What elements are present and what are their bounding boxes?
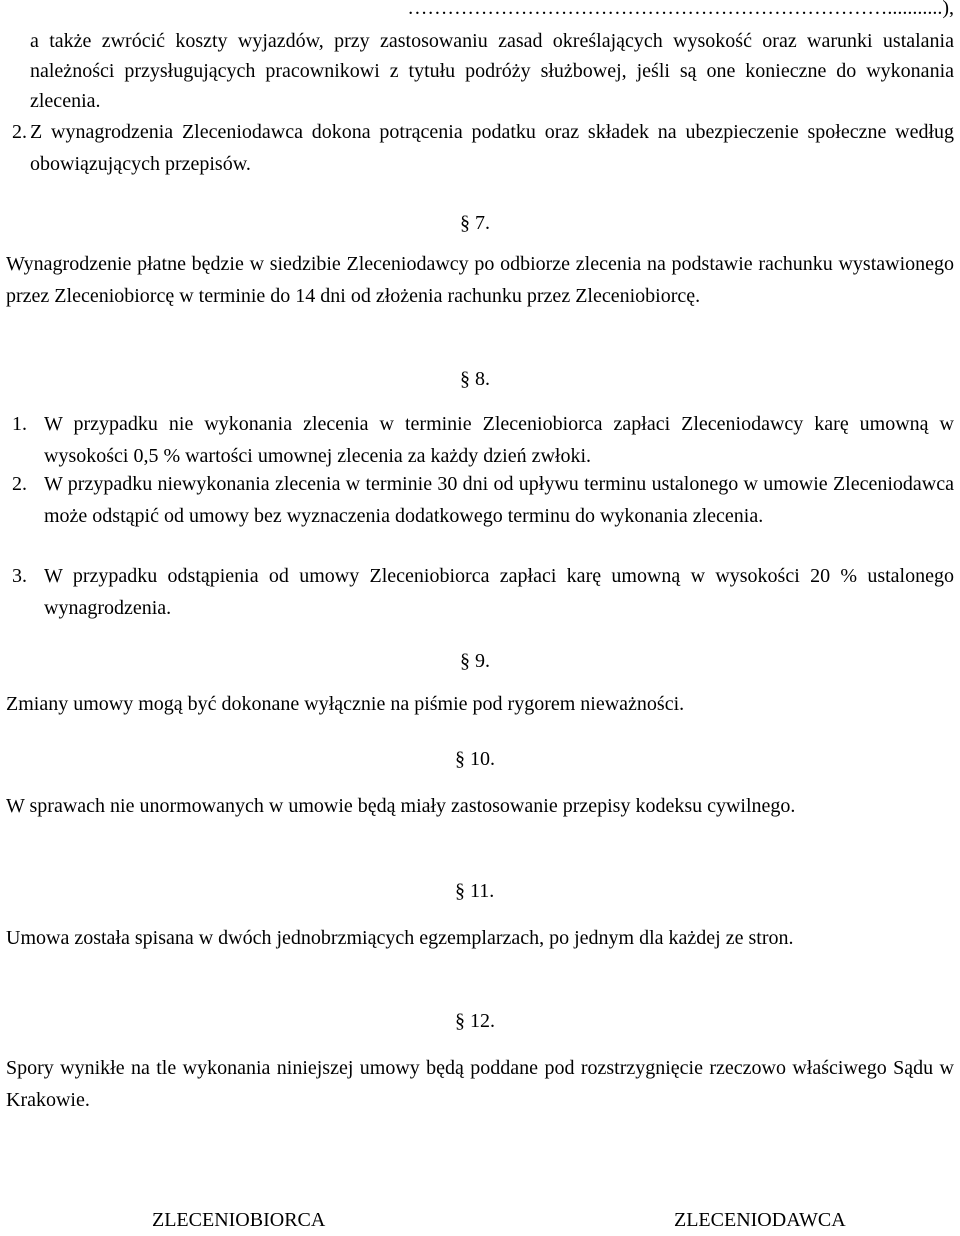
paragraph-12: Spory wynikłe na tle wykonania niniejszej umowy będą poddane pod rozstrzygnięcie rzeczowo właściwego Sądu w Krakowie. (6, 1057, 954, 1111)
item-text: W przypadku odstąpienia od umowy Zleceniobiorca zapłaci karę umowną w wysokości 20 % ustalonego wynagrodzenia. (44, 565, 954, 619)
paragraph-8-2 (6, 468, 954, 532)
paragraph-9: Zmiany umowy mogą być dokonane wyłącznie na piśmie pod rygorem nieważności. (6, 693, 685, 715)
item-number: 2. (12, 473, 27, 495)
signature-label-contractor: ZLECENIOBIORCA (152, 1209, 326, 1231)
signature-label-client: ZLECENIODAWCA (674, 1209, 846, 1231)
paragraph-6-1-continuation: a także zwrócić koszty wyjazdów, przy zastosowaniu zasad określających wysokość oraz warunki ustalania należności przysługujących pracownikowi z tytułu podróży służbowej, jeśli są one konieczne do wykonania zlecenia. (30, 30, 954, 112)
section-heading-7: § 7. (460, 212, 490, 234)
section-heading-11: § 11. (455, 880, 495, 902)
item-number: 1. (12, 413, 27, 435)
item-text: W przypadku nie wykonania zlecenia w terminie Zleceniobiorca zapłaci Zleceniodawcy karę umowną w wysokości 0,5 % wartości umownej zlecenia za każdy dzień zwłoki. (44, 413, 954, 467)
section-heading-10: § 10. (455, 748, 495, 770)
paragraph-8-1 (6, 408, 954, 472)
section-heading-9: § 9. (460, 650, 490, 672)
paragraph-6-2 (6, 116, 954, 180)
item-number: 3. (12, 565, 27, 587)
section-heading-12: § 12. (455, 1010, 495, 1032)
paragraph-11: Umowa została spisana w dwóch jednobrzmiących egzemplarzach, po jednym dla każdej ze stron. (6, 927, 794, 949)
top-continuation-line: ………………………………………………………………...........), (407, 0, 954, 19)
paragraph-10: W sprawach nie unormowanych w umowie będą miały zastosowanie przepisy kodeksu cywilnego. (6, 795, 796, 817)
item-text: W przypadku niewykonania zlecenia w terminie 30 dni od upływu terminu ustalonego w umowie Zleceniodawca może odstąpić od umowy bez wyznaczenia dodatkowego terminu do wykonania zlecenia. (44, 473, 954, 527)
item-text: Z wynagrodzenia Zleceniodawca dokona potrącenia podatku oraz składek na ubezpieczenie społeczne według obowiązujących przepisów. (30, 121, 954, 175)
item-number: 2. (12, 121, 27, 143)
paragraph-7: Wynagrodzenie płatne będzie w siedzibie Zleceniodawcy po odbiorze zlecenia na podstawie rachunku wystawionego przez Zleceniobiorcę w terminie do 14 dni od złożenia rachunku przez Zleceniobiorcę. (6, 253, 954, 307)
section-heading-8: § 8. (460, 368, 490, 390)
paragraph-8-3 (6, 560, 954, 624)
